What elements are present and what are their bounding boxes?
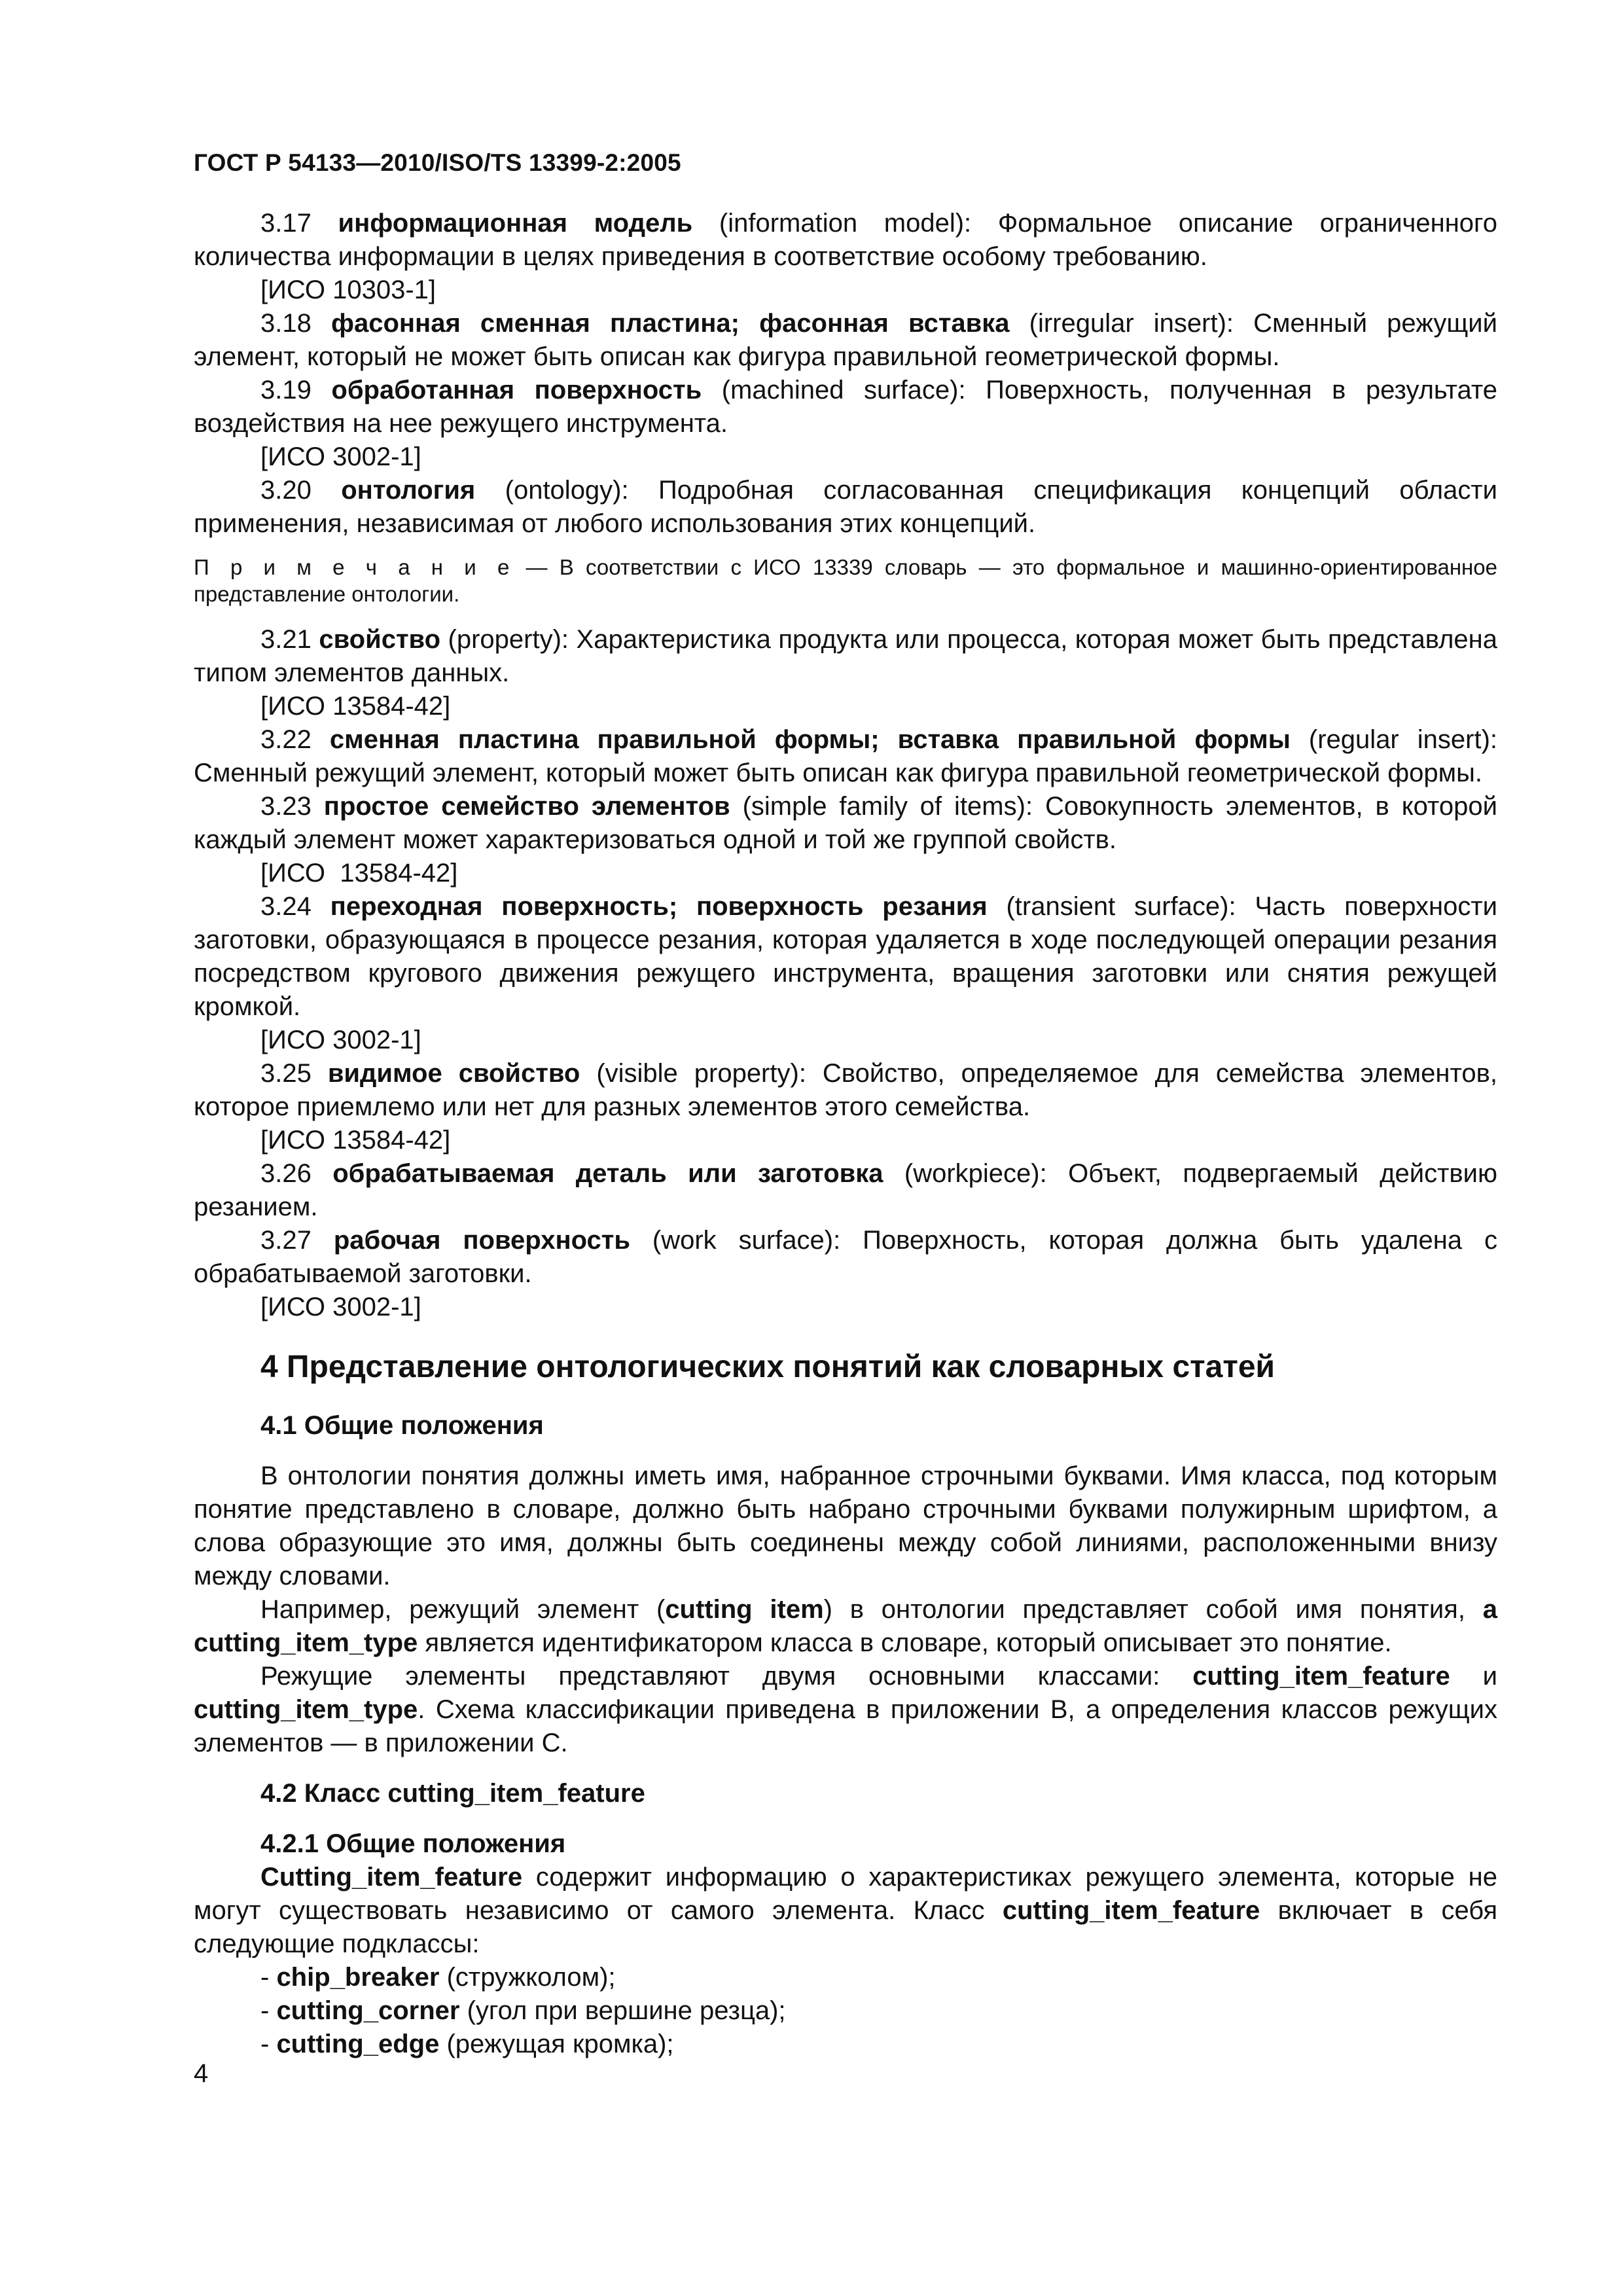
term-name: информационная модель [338,209,693,238]
subclass-description: (угол при вершине резца); [459,1996,786,2025]
term-definition: (irregular insert): Сменный режущий элемент, который не может быть описан как фигура правильной геометрической формы. [194,309,1497,371]
term-3-27 [194,1224,1497,1291]
term-reference: [ИСО 13584-42] [260,859,458,888]
note [194,554,1497,607]
term-reference: [ИСО 13584-42] [260,692,451,721]
term-definition: (machined surface): Поверхность, полученная в результате воздействия на нее режущего инструмента. [194,376,1497,438]
list-item [194,1961,1497,1994]
term-3-19 [194,374,1497,440]
term-name: свойство [319,625,441,654]
class-name: cutting item [665,1595,824,1624]
text-run: Например, режущий элемент ( [260,1595,666,1624]
term-number: 3.22 [260,725,312,754]
subsection-heading: 4.1 Общие положения [260,1411,544,1440]
page-number: 4 [194,2059,209,2088]
term-3-25 [194,1057,1497,1124]
subsubsection-heading: 4.2.1 Общие положения [260,1829,566,1858]
term-number: 3.19 [260,376,312,404]
text-run: и [1450,1662,1497,1691]
term-3-21 [194,623,1497,690]
note-label: П р и м е ч а н и е [194,555,514,579]
term-reference: [ИСО 10303-1] [260,276,437,304]
list-dash: - [260,2030,277,2058]
subclass-name: chip_breaker [276,1963,440,1992]
term-name: фасонная сменная пластина; фасонная вставка [330,309,1010,338]
term-number: 3.17 [260,209,312,238]
list-dash: - [260,1996,277,2025]
paragraph [194,1660,1497,1760]
term-name: обработанная поверхность [331,376,702,404]
term-number: 3.26 [260,1159,312,1188]
term-number: 3.25 [260,1059,312,1088]
term-number: 3.27 [260,1226,312,1255]
term-number: 3.23 [260,792,312,821]
term-3-23 [194,790,1497,857]
term-name: видимое свойство [327,1059,580,1088]
term-3-26 [194,1157,1497,1224]
subclass-name: cutting_edge [276,2030,440,2058]
class-name: cutting_item_feature [1002,1896,1260,1925]
term-name: сменная пластина правильной формы; вставка правильной формы [329,725,1291,754]
term-number: 3.20 [260,476,312,505]
text-run: содержит информацию о характеристиках режущего элемента, которые не могут существовать независимо от самого элемента. Класс [194,1863,1497,1925]
text-run: включает в себя следующие подклассы: [194,1896,1497,1958]
subclass-name: cutting_corner [276,1996,460,2025]
subsection-heading: 4.2 Класс cutting_item_feature [260,1779,645,1808]
text-run: . Схема классификации приведена в приложении В, а определения классов режущих элементов — в приложении С. [194,1695,1497,1757]
section-heading: 4 Представление онтологических понятий как словарных статей [260,1350,1275,1384]
list-item [194,2028,1497,2061]
term-reference: [ИСО 13584-42] [260,1126,451,1155]
term-definition: (simple family of items): Совокупность элементов, в которой каждый элемент может характеризоваться одной и той же группой свойств. [194,792,1497,854]
term-definition: (workpiece): Объект, подвергаемый действию резанием. [194,1159,1497,1221]
term-number: 3.24 [260,892,312,921]
running-header: ГОСТ Р 54133—2010/ISO/TS 13399-2:2005 [194,149,681,176]
list-dash: - [260,1963,277,1992]
term-definition: (transient surface): Часть поверхности заготовки, образующаяся в процессе резания, которая удаляется в ходе последующей операции резания посредством кругового движения режущего инструмента, вращения заготовки или снятия режущей кромкой. [194,892,1497,1021]
term-name: простое семейство элементов [323,792,730,821]
term-number: 3.21 [260,625,312,654]
term-3-24 [194,890,1497,1024]
note-text: — В соответствии с ИСО 13339 словарь — это формальное и машинно-ориентированное представление онтологии. [194,555,1497,606]
term-name: обрабатываемая деталь или заготовка [332,1159,883,1188]
term-reference: [ИСО 3002-1] [260,1026,421,1054]
class-name: cutting_item_feature [1192,1662,1450,1691]
term-3-20 [194,474,1497,541]
term-3-17 [194,207,1497,274]
class-name: cutting_item_type [194,1695,418,1724]
subclass-description: (режущая кромка); [439,2030,674,2058]
term-reference: [ИСО 3002-1] [260,1293,421,1321]
subclass-description: (стружколом); [439,1963,616,1992]
text-run: Режущие элементы представляют двумя основными классами: [260,1662,1193,1691]
class-name: a cutting_item_type [194,1595,1497,1657]
term-name: онтология [341,476,476,505]
text-run: ) в онтологии представляет собой имя понятия, [823,1595,1483,1624]
term-definition: (visible property): Свойство, определяемое для семейства элементов, которое приемлемо или нет для разных элементов этого семейства. [194,1059,1497,1121]
list-item [194,1994,1497,2028]
class-name: Cutting_item_feature [260,1863,523,1892]
paragraph [194,1861,1497,1961]
term-name: рабочая поверхность [333,1226,630,1255]
paragraph [194,1593,1497,1660]
term-definition: (information model): Формальное описание ограниченного количества информации в целях приведения в соответствие особому требованию. [194,209,1498,271]
text-run: является идентификатором класса в словаре, который описывает это понятие. [418,1628,1392,1657]
page-content [194,207,1497,2061]
term-definition: (regular insert): Сменный режущий элемент, который может быть описан как фигура правильной геометрической формы. [194,725,1498,787]
term-definition: (ontology): Подробная согласованная спецификация концепций области применения, независимая от любого использования этих концепций. [194,476,1497,538]
term-3-18 [194,307,1497,374]
term-definition: (work surface): Поверхность, которая должна быть удалена с обрабатываемой заготовки. [194,1226,1497,1288]
paragraph: В онтологии понятия должны иметь имя, набранное строчными буквами. Имя класса, под которым понятие представлено в словаре, должно быть набрано строчными буквами полужирным шрифтом, а слова образующие это имя, должны быть соединены между собой линиями, расположенными внизу между словами. [194,1462,1497,1590]
term-definition: (property): Характеристика продукта или процесса, которая может быть представлена типом элементов данных. [194,625,1497,687]
term-3-22 [194,723,1497,790]
term-name: переходная поверхность; поверхность резания [330,892,988,921]
term-number: 3.18 [260,309,312,338]
term-reference: [ИСО 3002-1] [260,442,421,471]
